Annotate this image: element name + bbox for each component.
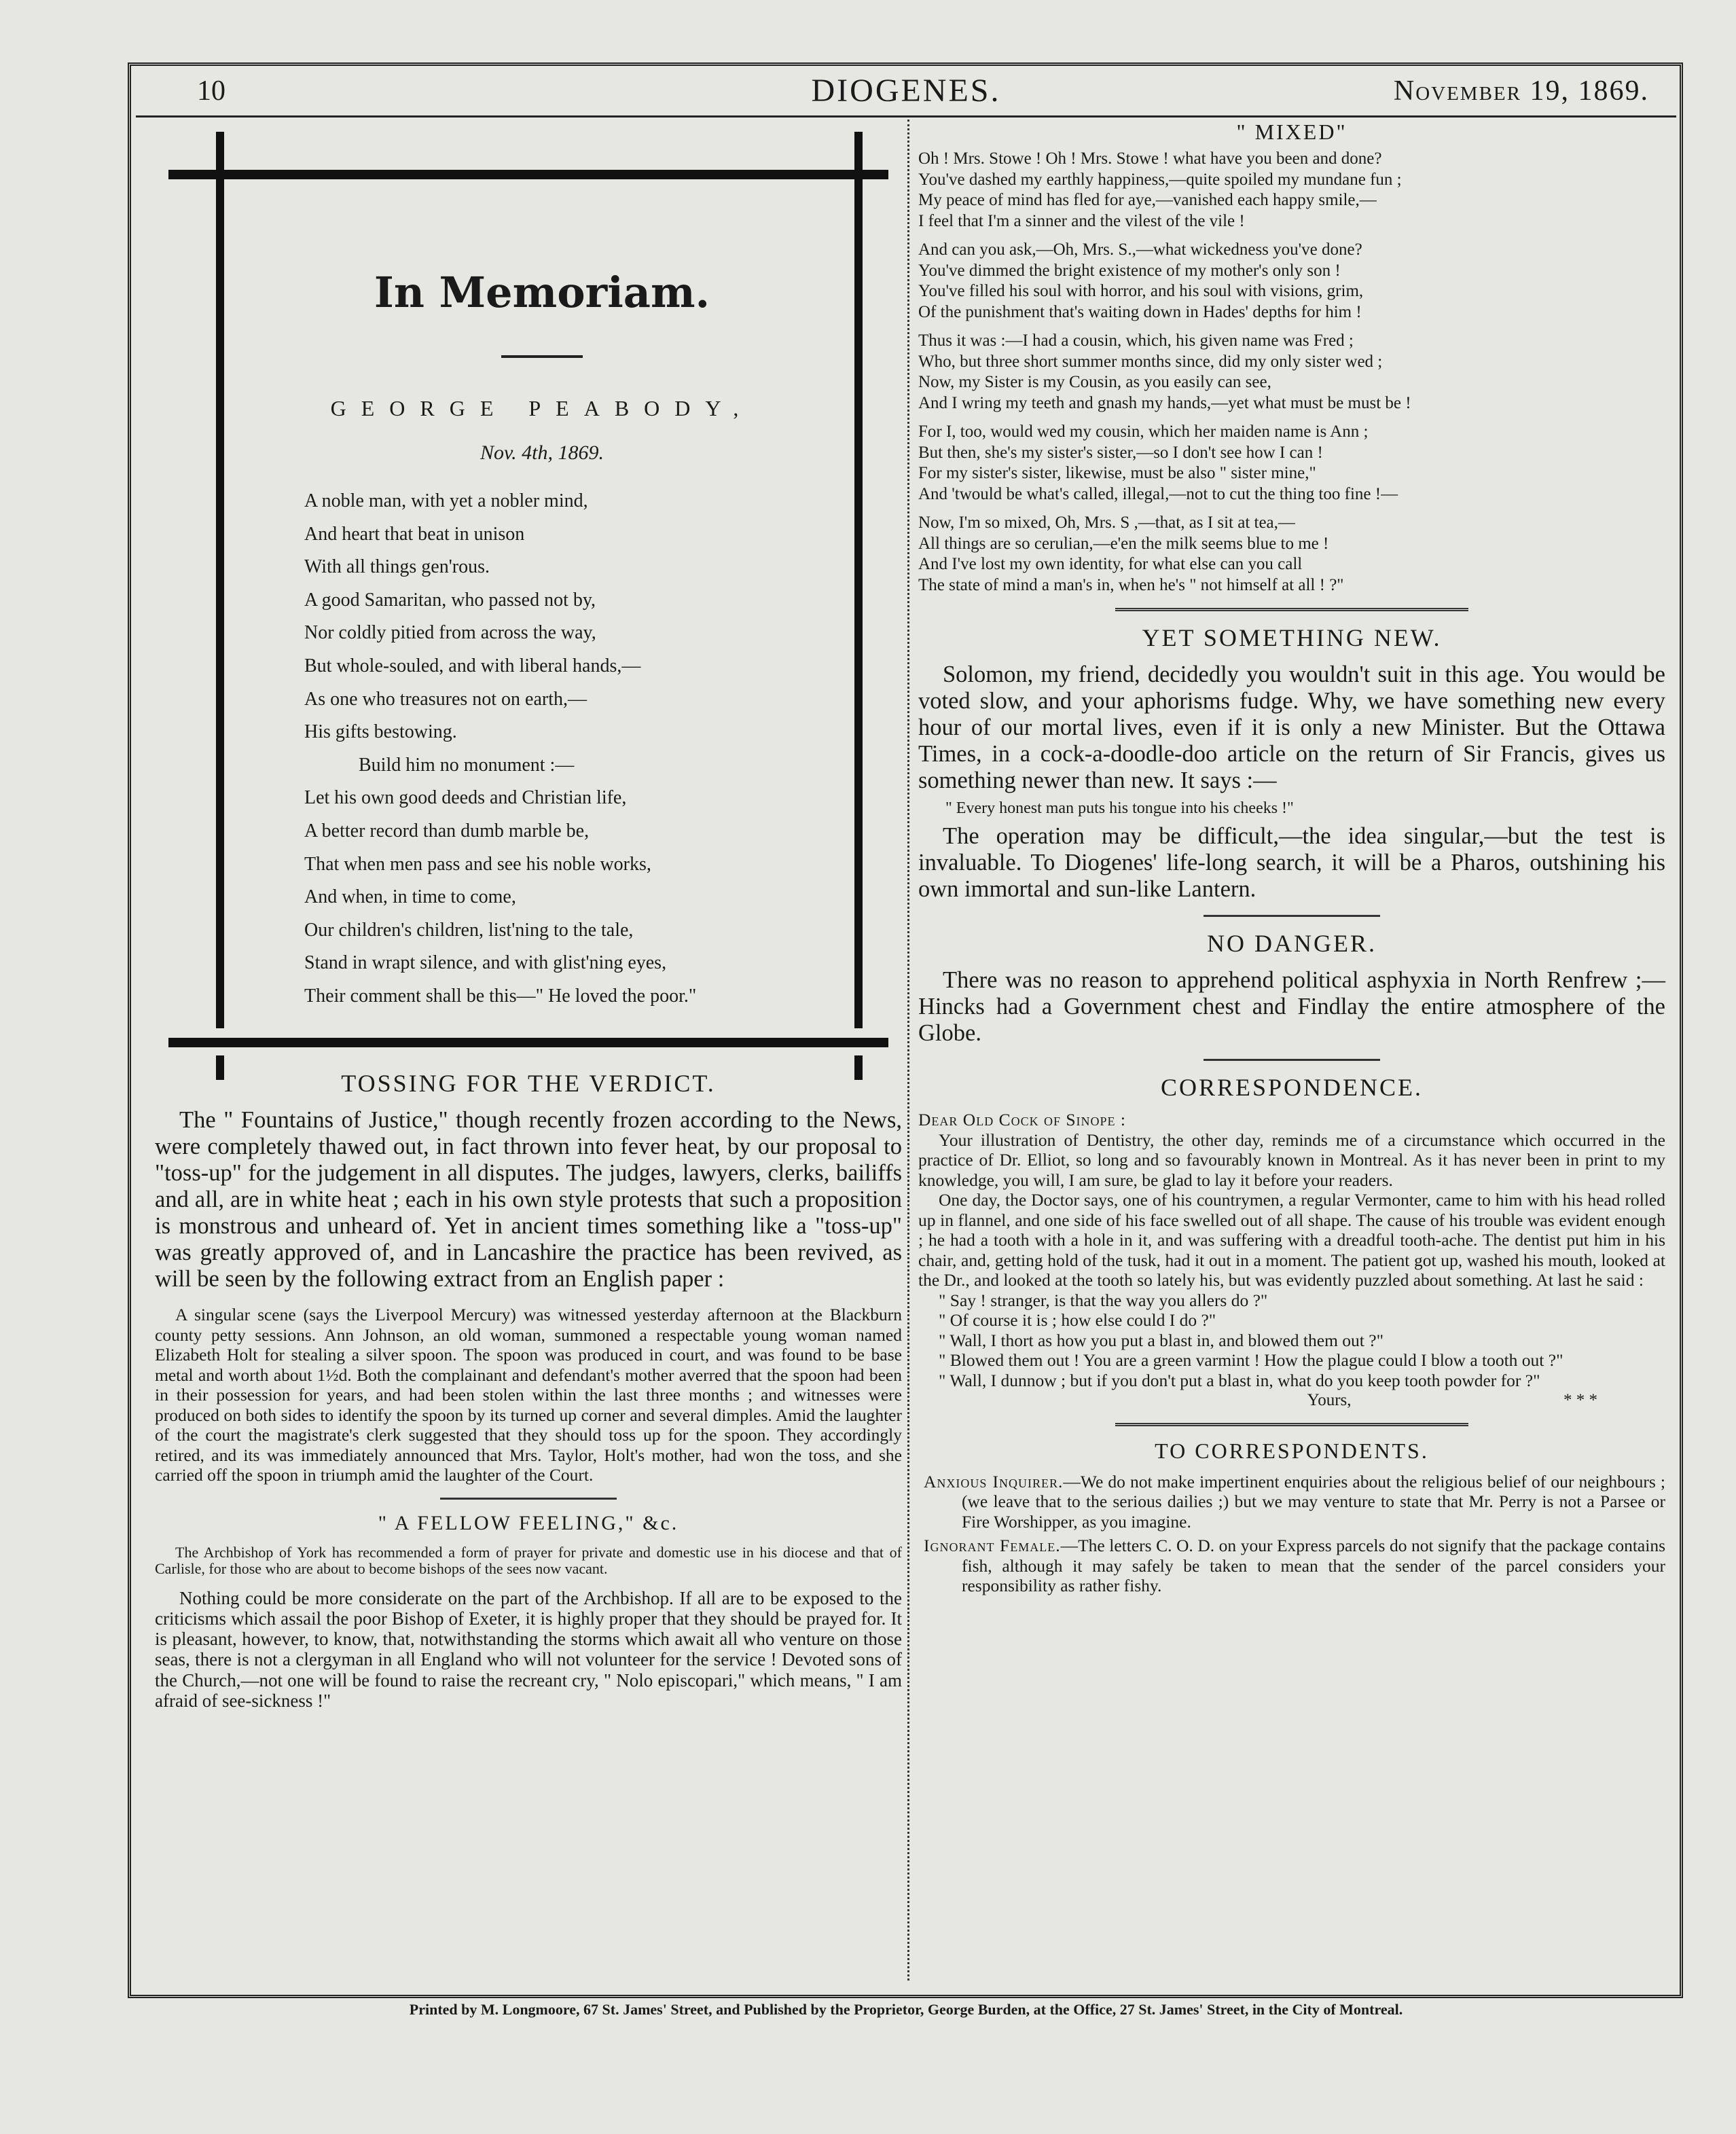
verse-line: I feel that I'm a sinner and the vilest of the vile ! (918, 211, 1245, 230)
verse-line: And can you ask,—Oh, Mrs. S.,—what wickedness you've done? (918, 240, 1362, 259)
stanza (918, 331, 1665, 414)
tossing-extract (155, 1305, 902, 1485)
stanza (918, 422, 1665, 505)
correspondence-signoff (918, 1390, 1665, 1411)
verse-line: You've dashed my earthly happiness,—quite spoiled my mundane fun ; (918, 170, 1402, 189)
verse-line: The state of mind a man's in, when he's " not himself at all ! ?" (918, 575, 1344, 594)
to-correspondents-item (924, 1472, 1665, 1532)
fellow-body-text: Nothing could be more considerate on the part of the Archbishop. If all are to be exposed to the criticisms which assail the poor Bishop of Exeter, it is highly proper that they should be prayed for. It is pleasant, however, to know, that, notwithstanding the storms which await all who venture on those seas, there is not a clergyman in all England who will not volunteer for the service ! Devoted sons of the Church,—not one will be found to raise the recreant cry, " Nolo episcopari," which means, " I am afraid of see-sickness !" (155, 1587, 902, 1711)
correspondence-salutation: Dear Old Cock of Sinope : (918, 1110, 1126, 1129)
no-danger-body (918, 967, 1665, 1047)
to-correspondents-item (924, 1536, 1665, 1596)
left-column (155, 120, 902, 1711)
poem-line: His gifts bestowing. (304, 721, 457, 743)
poem-line: Build him no monument :— (359, 754, 575, 776)
memoriam-stub-left (216, 1055, 224, 1080)
correspondence-paragraph: " Blowed them out ! You are a green varmint ! How the plague could I blow a tooth out ?" (939, 1350, 1563, 1370)
poem-line: And when, in time to come, (304, 886, 516, 908)
to-correspondents-title: TO CORRESPONDENTS. (1155, 1438, 1429, 1463)
verse-line: My peace of mind has fled for aye,—vanished each happy smile,— (918, 191, 1377, 209)
poem-line: Let his own good deeds and Christian life, (304, 787, 627, 809)
yet-new-p1: Solomon, my friend, decidedly you wouldn't suit in this age. You would be voted slow, and your aphorisms fudge. Why, we have something new every hour of our mortal lives, even if it is only a new Minister. But the Ottawa Times, in a cock-a-doodle-doo article on the return of Sir Francis, gives us something newer than new. It says :— (918, 662, 1665, 793)
poem-line: With all things gen'rous. (304, 556, 490, 578)
verse-line: And I wring my teeth and gnash my hands,—yet what must be must be ! (918, 393, 1411, 412)
memoriam-border-bottom (168, 1038, 888, 1047)
correspondence-signature: * * * (1563, 1391, 1597, 1409)
verse-line: And 'twould be what's called, illegal,—not to cut the thing too fine !— (918, 484, 1398, 503)
poem-line: That when men pass and see his noble works, (304, 853, 651, 875)
memoriam-stub-right (854, 1055, 863, 1080)
correspondence-closing: Yours, (1307, 1391, 1352, 1409)
poem-line: Stand in wrapt silence, and with glist'ning eyes, (304, 952, 667, 974)
fellow-note (155, 1544, 902, 1577)
correspondence-body (918, 1110, 1665, 1411)
section-rule (440, 1498, 617, 1500)
tossing-extract-text: A singular scene (says the Liverpool Mercury) was witnessed yesterday afternoon at the Blackburn county petty sessions. Ann Johnson, an old woman, summoned a respectable young woman named Elizabeth Holt for stealing a silver spoon. The spoon was produced in court, and was found to be base metal and worth about 1½d. Both the complainant and defendant's mother averred that the spoon had been in their possession for years, and had been stolen within the last three months ; and witnesses were produced on both sides to identify the spoon by its turned up corner and several dimples. Amid the laughter of the court the magistrate's clerk suggested that they should toss up for the spoon. They accordingly retired, and its was immediately announced that Mrs. Taylor, Holt's mother, had won the toss, and she carried off the spoon in triumph amid the laughter of the Court. (155, 1305, 902, 1485)
masthead: DIOGENES. (811, 73, 1001, 109)
verse-line: Thus it was :—I had a cousin, which, his given name was Fred ; (918, 331, 1354, 350)
poem-line: But whole-souled, and with liberal hands,— (304, 655, 641, 676)
correspondence-paragraph: " Of course it is ; how else could I do ?" (939, 1310, 1216, 1330)
fellow-body (155, 1588, 902, 1712)
memoriam-box (168, 132, 888, 1028)
issue-date: November 19, 1869. (1393, 75, 1649, 107)
correspondence-paragraph: Your illustration of Dentistry, the other day, reminds me of a circumstance which occurred in the practice of Dr. Elliot, so long and so favourably known in Montreal. As it has never been in print to my knowledge, you will, I am sure, be glad to lay it before your readers. (918, 1129, 1665, 1190)
memoriam-border-right (854, 132, 863, 1028)
printer-imprint: Printed by M. Longmoore, 67 St. James' Street, and Published by the Proprietor, George Burden, at the Office, 27 St. James' Street, in the City of Montreal. (409, 2001, 1403, 2018)
verse-line: For I, too, would wed my cousin, which her maiden name is Ann ; (918, 422, 1369, 441)
fellow-title: " A FELLOW FEELING," &c. (378, 1511, 679, 1534)
tossing-intro (155, 1107, 902, 1292)
column-divider (907, 120, 911, 1981)
poem-line: A better record than dumb marble be, (304, 820, 590, 842)
verse-line: You've dimmed the bright existence of my mother's only son ! (918, 261, 1341, 280)
item-text: —We do not make impertinent enquiries about the religious belief of our neighbours ; (we leave that to the serious dailies ;) but we may venture to state that Mr. Perry is not a Parsee or Fire Worshipper, as you imagine. (962, 1471, 1666, 1532)
verse-line: Who, but three short summer months since, did my only sister wed ; (918, 352, 1383, 371)
memoriam-border-top (168, 170, 888, 179)
right-column (918, 120, 1665, 1600)
no-danger-title: NO DANGER. (1207, 930, 1377, 957)
memoriam-border-left (216, 132, 224, 1028)
section-rule (1115, 608, 1468, 611)
poem-line: Our children's children, list'ning to the tale, (304, 919, 634, 941)
memoriam-name: GEORGE PEABODY, (330, 396, 754, 420)
correspondence-paragraph: " Say ! stranger, is that the way you allers do ?" (939, 1290, 1268, 1310)
tossing-intro-text: The " Fountains of Justice," though recently frozen according to the News, were completely thawed out, in fact thrown into fever heat, by our proposal to "toss-up" for the judgement in all disputes. The judges, lawyers, clerks, bailiffs and all, are in white heat ; each in his own style protests that such a proposition is monstrous and unheard of. Yet in ancient times something like a "toss-up" was greatly approved of, and in Lancashire the practice has been revived, as will be seen by the following extract from an English paper : (155, 1107, 902, 1292)
poem-line: Nor coldly pitied from across the way, (304, 622, 596, 644)
poem-line: A noble man, with yet a nobler mind, (304, 490, 588, 511)
yet-new-body (918, 662, 1665, 794)
memoriam-content (243, 227, 841, 1013)
memoriam-date: Nov. 4th, 1869. (480, 441, 604, 464)
verse-line: And I've lost my own identity, for what else can you call (918, 555, 1303, 573)
verse-line: But then, she's my sister's sister,—so I don't see how I can ! (918, 443, 1323, 462)
poem-line: As one who treasures not on earth,— (304, 688, 587, 710)
item-label: Anxious Inquirer. (924, 1471, 1064, 1491)
section-rule (1115, 1423, 1468, 1426)
correspondence-paragraph: " Wall, I dunnow ; but if you don't put a blast in, what do you keep tooth powder for ?" (939, 1370, 1540, 1390)
yet-new-title: YET SOMETHING NEW. (1142, 624, 1442, 651)
correspondence-paragraph: " Wall, I thort as how you put a blast in, and blowed them out ?" (939, 1330, 1384, 1350)
verse-line: Of the punishment that's waiting down in Hades' depths for him ! (918, 302, 1362, 321)
fellow-note-text: The Archbishop of York has recommended a form of prayer for private and domestic use in his diocese and that of Carlisle, for those who are about to become bishops of the sees now vacant. (155, 1543, 902, 1577)
correspondence-paragraph: One day, the Doctor says, one of his countrymen, a regular Vermonter, came to him with his head rolled up in flannel, and one side of his face swelled out of all shape. The cause of his trouble was evident enough ; he had a tooth with a hole in it, and was suffering with a dreadful tooth-ache. The dentist put him in his chair, and, getting hold of the tusk, had it out in a moment. The patient got up, washed his mouth, looked at the Dr., and looked at the tooth so lately his, but was evidently puzzled about something. At last he said : (918, 1190, 1665, 1290)
stanza (918, 513, 1665, 596)
verse-line: Now, I'm so mixed, Oh, Mrs. S ,—that, as I sit at tea,— (918, 513, 1295, 532)
verse-line: You've filled his soul with horror, and his soul with visions, grim, (918, 282, 1364, 300)
stanza (918, 149, 1665, 232)
mixed-title: " MIXED" (1236, 120, 1348, 144)
poem-line: Their comment shall be this—" He loved the poor." (304, 985, 697, 1007)
verse-line: Now, my Sister is my Cousin, as you easily can see, (918, 373, 1271, 391)
verse-line: Oh ! Mrs. Stowe ! Oh ! Mrs. Stowe ! what have you been and done? (918, 149, 1382, 168)
verse-line: For my sister's sister, likewise, must be also " sister mine," (918, 464, 1316, 482)
stanza (918, 240, 1665, 323)
yet-new-quote: " Every honest man puts his tongue into his cheeks !" (945, 799, 1294, 817)
no-danger-text: There was no reason to apprehend political asphyxia in North Renfrew ;—Hincks had a Government chest and Findlay the entire atmosphere of the Globe. (918, 967, 1665, 1046)
page-number: 10 (197, 75, 225, 107)
poem-line: And heart that beat in unison (304, 523, 525, 545)
item-text: —The letters C. O. D. on your Express parcels do not signify that the package contains fish, although it may safely be taken to mean that the sender of the parcel considers your responsibility as rather fishy. (962, 1536, 1665, 1595)
item-label: Ignorant Female. (924, 1536, 1061, 1555)
section-rule (1204, 1059, 1380, 1061)
section-rule (1204, 915, 1380, 917)
verse-line: All things are so cerulian,—e'en the milk seems blue to me ! (918, 534, 1329, 553)
mixed-poem (918, 149, 1665, 596)
poem-line: A good Samaritan, who passed not by, (304, 589, 596, 611)
yet-new-p2: The operation may be difficult,—the idea singular,—but the test is invaluable. To Diogenes' life-long search, it will be a Pharos, outshining his own immortal and sun-like Lantern. (918, 823, 1665, 902)
correspondence-title: CORRESPONDENCE. (1160, 1074, 1424, 1101)
memoriam-rule (501, 355, 583, 358)
page-header (136, 68, 1676, 117)
memoriam-heading: In Memoriam. (374, 268, 710, 317)
tossing-title: TOSSING FOR THE VERDICT. (341, 1070, 716, 1097)
memoriam-poem (243, 485, 841, 1013)
yet-new-body-2 (918, 823, 1665, 903)
to-correspondents-list (918, 1472, 1665, 1596)
